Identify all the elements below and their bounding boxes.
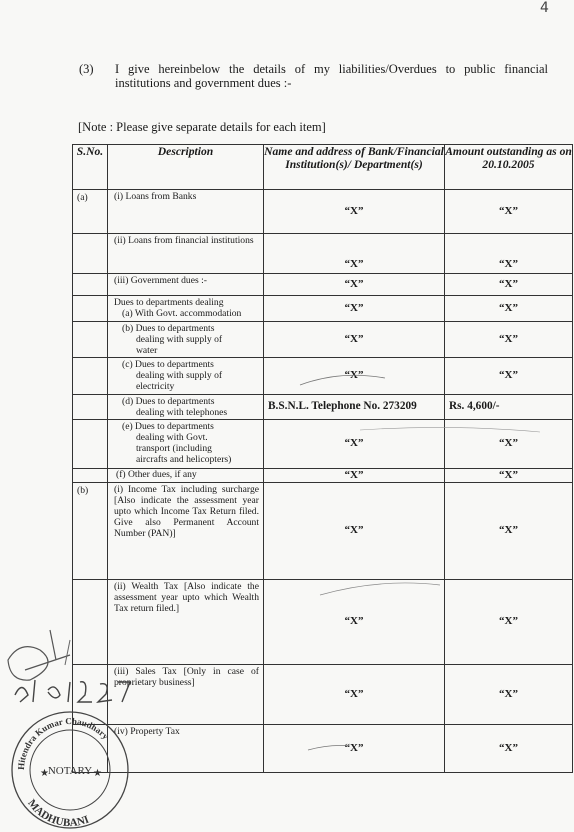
section-number: (3) xyxy=(79,62,94,76)
header-name-address: Name and address of Bank/Financial Institution(s)/ Department(s) xyxy=(264,145,445,190)
row-amount: “X” xyxy=(445,190,573,234)
row-amount: “X” xyxy=(445,664,573,724)
row-amount: “X” xyxy=(445,274,573,296)
row-name: “X” xyxy=(264,724,445,772)
desc-line: (d) Dues to departments xyxy=(122,395,215,407)
desc-line: electricity xyxy=(136,381,175,393)
handwritten-date xyxy=(15,680,130,702)
pen-stroke xyxy=(360,427,540,432)
row-amount: “X” xyxy=(445,724,573,772)
row-name: “X” xyxy=(264,419,445,468)
notary-stamp xyxy=(0,620,200,832)
note-text: [Note : Please give separate details for each item] xyxy=(78,120,326,134)
row-description: (iv) Property Tax xyxy=(108,724,264,772)
header-description: Description xyxy=(108,145,264,190)
row-name: “X” xyxy=(264,322,445,358)
row-name: “X” xyxy=(264,357,445,394)
row-name: “X” xyxy=(264,664,445,724)
page-number: 4 xyxy=(540,0,549,16)
row-description: (i) Income Tax including surcharge [Also indicate the assessment year upto which Income Tax Return filed. Give also Permanent Account Number (PAN)] xyxy=(108,482,264,579)
stamp-outer-text: Hitendra Kumar Chaudhary xyxy=(15,715,111,771)
desc-line: dealing with supply of xyxy=(136,334,223,346)
row-description: (ii) Loans from financial institutions xyxy=(108,234,264,274)
desc-line: (a) With Govt. accommodation xyxy=(122,308,242,320)
svg-text:★: ★ xyxy=(93,768,102,779)
row-name: “X” xyxy=(264,190,445,234)
row-name: “X” xyxy=(264,234,445,274)
pen-stroke xyxy=(300,375,385,385)
row-description: (ii) Wealth Tax [Also indicate the assessment year upto which Wealth Tax return filed.] xyxy=(108,579,264,664)
header-amount: Amount outstanding as on 20.10.2005 xyxy=(445,145,573,190)
desc-line: dealing with telephones xyxy=(136,406,228,418)
row-description: (f) Other dues, if any xyxy=(108,468,264,482)
row-description: (iii) Government dues :- xyxy=(108,274,264,296)
row-sno: (b) xyxy=(73,482,108,579)
row-name: B.S.N.L. Telephone No. 273209 xyxy=(264,394,445,419)
pen-stroke xyxy=(320,583,440,595)
row-amount: “X” xyxy=(445,468,573,482)
desc-line: Dues to departments dealing xyxy=(114,297,224,308)
desc-line: (c) Dues to departments xyxy=(122,358,214,370)
signature xyxy=(8,630,70,680)
header-sno: S.No. xyxy=(73,145,108,190)
desc-line: (b) Dues to departments xyxy=(122,323,215,334)
row-amount: “X” xyxy=(445,419,573,468)
row-amount: “X” xyxy=(445,322,573,358)
row-sno: (a) xyxy=(73,190,108,234)
row-amount: “X” xyxy=(445,296,573,322)
desc-line: dealing with supply of xyxy=(136,369,223,381)
row-amount: “X” xyxy=(445,234,573,274)
row-name: “X” xyxy=(264,296,445,322)
desc-line: transport (including xyxy=(136,443,212,455)
row-name: “X” xyxy=(264,468,445,482)
section-text: I give hereinbelow the details of my liabilities/Overdues to public financial institutions and government dues :- xyxy=(115,62,548,90)
row-name: “X” xyxy=(264,579,445,664)
row-name: “X” xyxy=(264,274,445,296)
row-amount: Rs. 4,600/- xyxy=(445,394,573,419)
row-amount: “X” xyxy=(445,357,573,394)
row-amount: “X” xyxy=(445,579,573,664)
desc-line: aircrafts and helicopters) xyxy=(136,454,232,466)
row-description: (iii) Sales Tax [Only in case of proprietary business] xyxy=(108,664,264,724)
svg-text:★: ★ xyxy=(40,768,49,779)
desc-line: water xyxy=(136,345,158,357)
desc-line: (e) Dues to departments xyxy=(122,420,214,432)
stamp-center-text: NOTARY xyxy=(47,765,93,777)
row-name: “X” xyxy=(264,482,445,579)
pen-stroke xyxy=(308,746,350,751)
desc-line: dealing with Govt. xyxy=(136,431,208,443)
row-description: (i) Loans from Banks xyxy=(108,190,264,234)
row-amount: “X” xyxy=(445,482,573,579)
stamp-city: MADHUBANI xyxy=(25,797,91,830)
